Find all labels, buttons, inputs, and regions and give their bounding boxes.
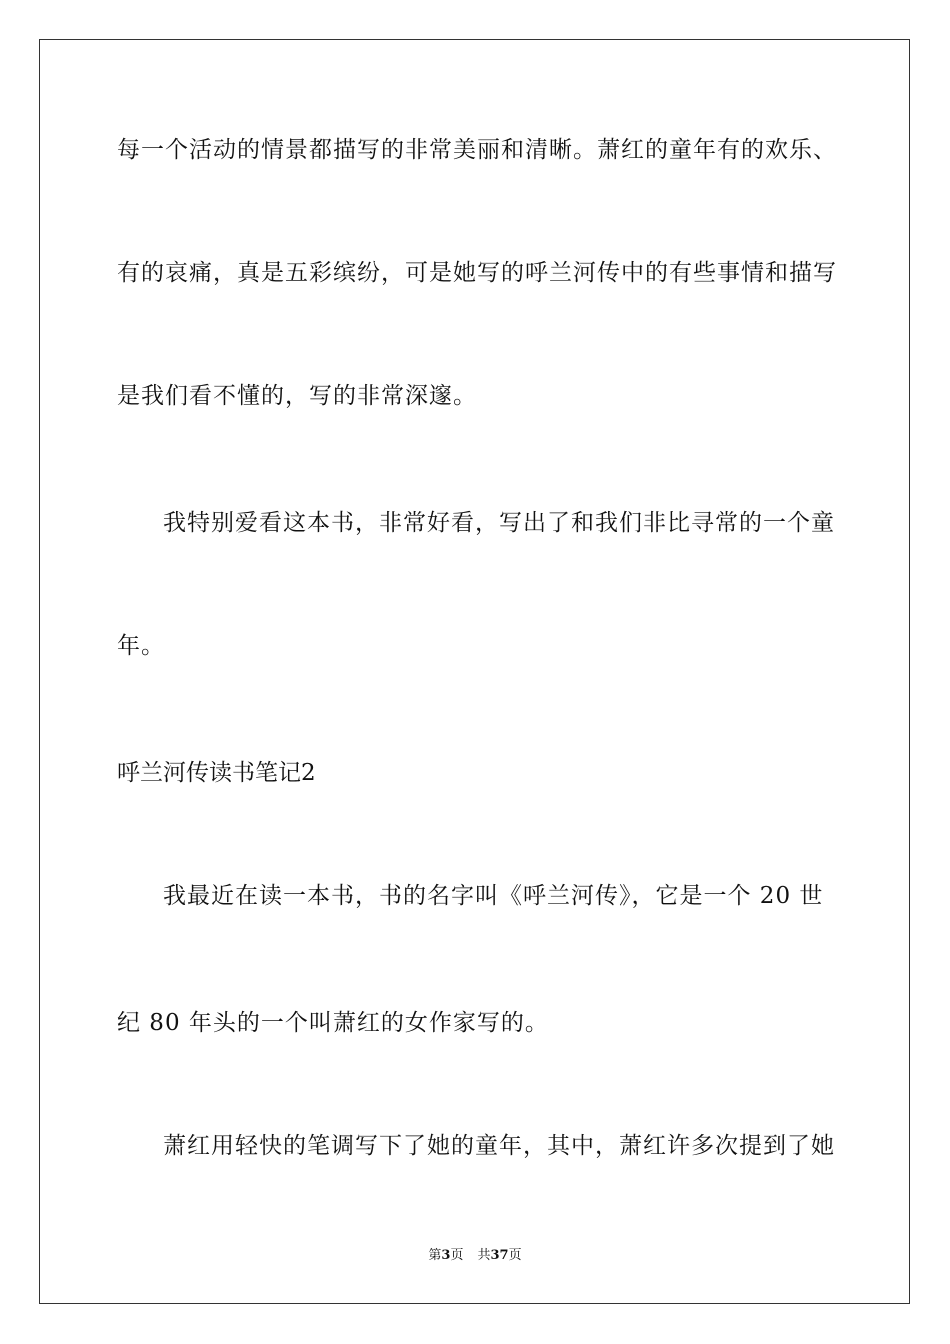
paragraph-start-line: 我特别爱看这本书，非常好看，写出了和我们非比寻常的一个童 [163,510,835,536]
page-suffix: 页 [450,1248,464,1263]
paragraph-start-line: 我最近在读一本书，书的名字叫《呼兰河传》，它是一个 20 世 [163,883,824,909]
body-line: 年。 [117,633,165,659]
paragraph-start-line: 萧红用轻快的笔调写下了她的童年，其中，萧红许多次提到了她 [163,1133,835,1159]
section-heading: 呼兰河传读书笔记2 [117,760,316,786]
current-page-number: 3 [441,1248,451,1263]
total-suffix: 页 [508,1248,522,1263]
body-line: 纪 80 年头的一个叫萧红的女作家写的。 [117,1010,549,1036]
page-border [39,39,910,1304]
total-prefix: 共 [477,1248,491,1263]
total-page-count: 37 [490,1248,509,1263]
body-line: 有的哀痛，真是五彩缤纷，可是她写的呼兰河传中的有些事情和描写 [117,260,837,286]
page-prefix: 第 [428,1248,442,1263]
body-line: 是我们看不懂的，写的非常深邃。 [117,383,477,409]
body-line: 每一个活动的情景都描写的非常美丽和清晰。萧红的童年有的欢乐、 [117,137,837,163]
page-footer [0,1247,950,1265]
